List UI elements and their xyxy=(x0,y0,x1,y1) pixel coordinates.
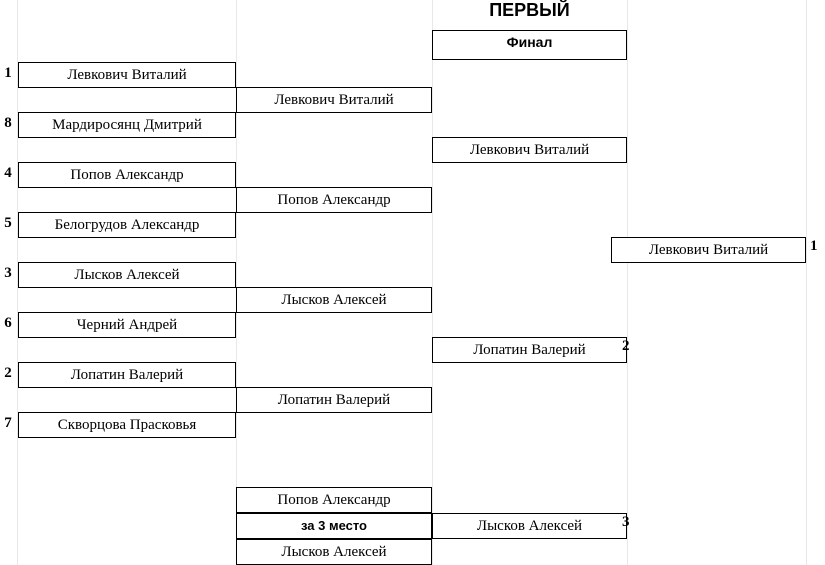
round1-player[interactable]: Лопатин Валерий xyxy=(18,362,236,388)
round1-player[interactable]: Черний Андрей xyxy=(18,312,236,338)
third-place-number: 3 xyxy=(622,514,630,530)
third-place-entrant[interactable]: Попов Александр xyxy=(236,487,432,513)
final-label: Финал xyxy=(506,34,553,50)
seed-number: 2 xyxy=(4,365,12,381)
round1-player[interactable]: Мардиросянц Дмитрий xyxy=(18,112,236,138)
seed-number: 8 xyxy=(4,115,12,131)
seed-number: 5 xyxy=(4,215,12,231)
seed-number: 4 xyxy=(4,165,12,181)
round2-winner[interactable]: Лопатин Валерий xyxy=(236,387,432,413)
semifinal-winner[interactable]: Лопатин Валерий xyxy=(432,337,627,363)
round1-player[interactable]: Попов Александр xyxy=(18,162,236,188)
seed-number: 7 xyxy=(4,415,12,431)
round1-player[interactable]: Левкович Виталий xyxy=(18,62,236,88)
grid-separator xyxy=(627,0,628,565)
round2-winner[interactable]: Лысков Алексей xyxy=(236,287,432,313)
round1-player[interactable]: Лысков Алексей xyxy=(18,262,236,288)
page-title: ПЕРВЫЙ xyxy=(489,0,570,20)
grid-separator xyxy=(236,0,237,565)
round2-winner[interactable]: Левкович Виталий xyxy=(236,87,432,113)
round1-player[interactable]: Белогрудов Александр xyxy=(18,212,236,238)
seed-number: 6 xyxy=(4,315,12,331)
seed-number: 1 xyxy=(4,65,12,81)
grid-separator xyxy=(432,0,433,565)
round1-player[interactable]: Скворцова Прасковья xyxy=(18,412,236,438)
round2-winner[interactable]: Попов Александр xyxy=(236,187,432,213)
first-place-number: 1 xyxy=(810,238,818,254)
final-winner[interactable]: Левкович Виталий xyxy=(611,237,806,263)
grid-separator xyxy=(806,0,807,565)
third-place-label: за 3 место xyxy=(236,513,432,539)
seed-number: 3 xyxy=(4,265,12,281)
semifinal-winner[interactable]: Левкович Виталий xyxy=(432,137,627,163)
third-place-winner[interactable]: Лысков Алексей xyxy=(432,513,627,539)
second-place-number: 2 xyxy=(622,338,630,354)
third-place-entrant[interactable]: Лысков Алексей xyxy=(236,539,432,565)
